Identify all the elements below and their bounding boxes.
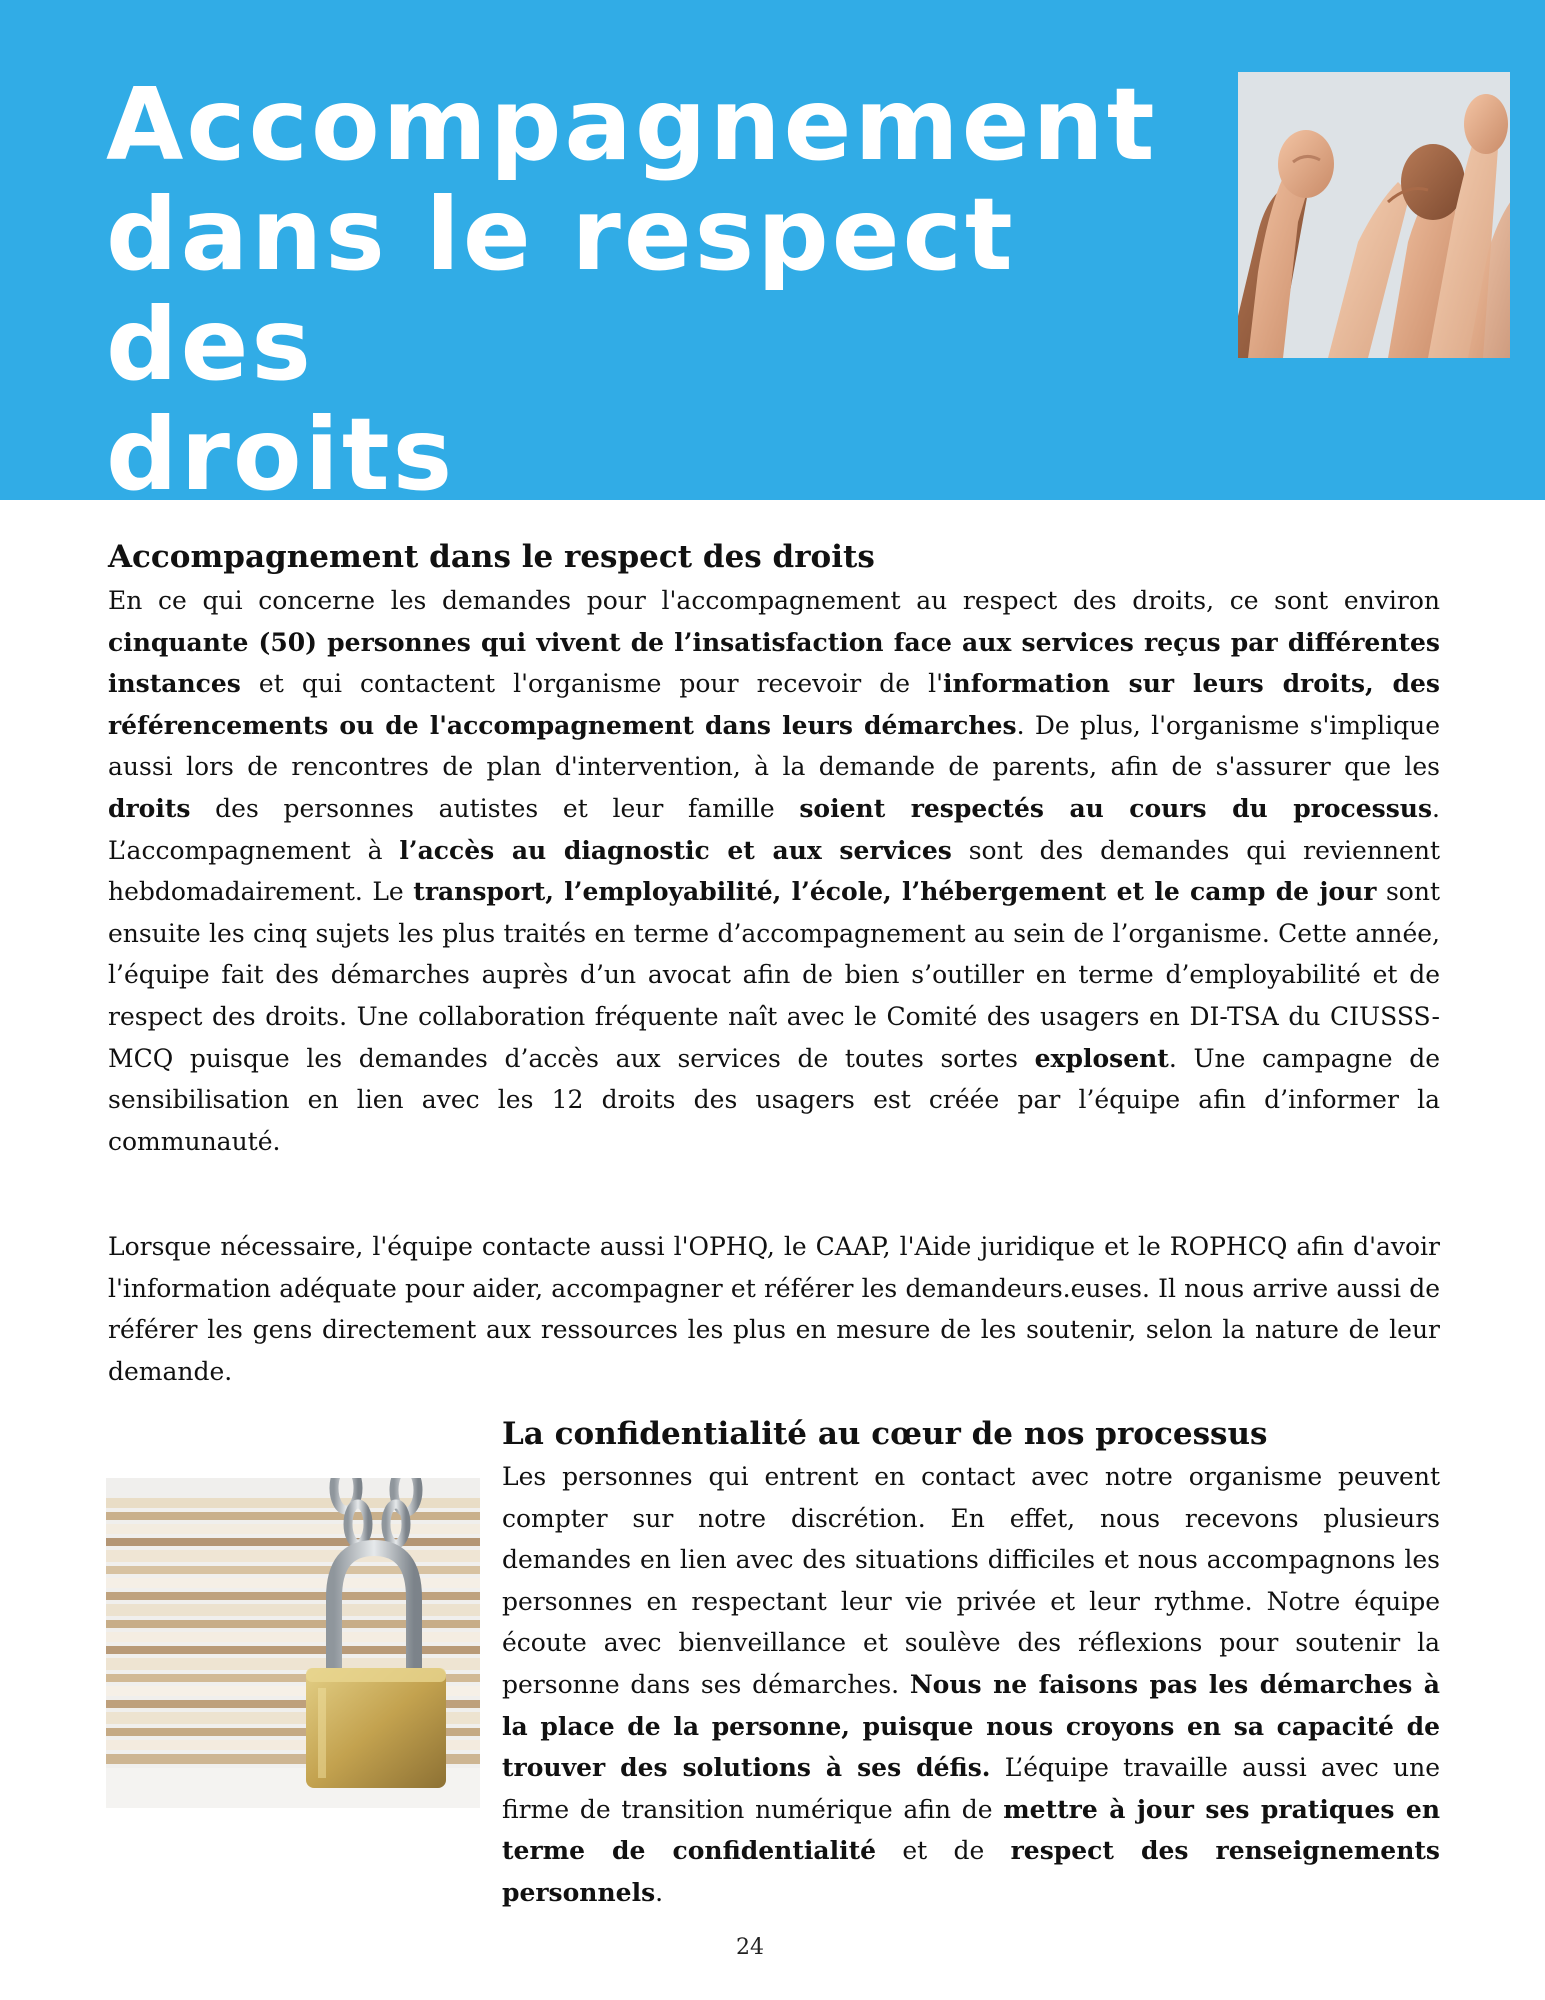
bold-text-run: explosent [1034,1043,1169,1073]
section-title-rights: Accompagnement dans le respect des droits [108,539,875,575]
page-title-line-1: Accompagnement [106,66,1158,183]
padlock-files-photo [106,1478,480,1808]
text-run: . L’accompagnement à [108,793,1440,865]
page-title [106,66,1246,513]
page-number: 24 [736,1935,764,1960]
confidentiality-paragraph [502,1456,1440,1914]
bold-text-run: droits [108,793,191,823]
bold-text-run: Nous ne faisons pas les démarches à la place de la personne, puisque nous croyons en sa capacité de trouver des solutions à ses défis. [502,1669,1440,1783]
page-title-line-2: dans le respect des [106,176,1016,403]
bold-text-run: mettre à jour ses pratiques en terme de confidentialité [502,1794,1440,1866]
text-run: . [655,1877,664,1907]
header-banner [0,0,1545,513]
bold-text-run: soient respectés au cours du processus [799,793,1433,823]
text-run: sont ensuite les cinq sujets les plus traités en terme d’accompagnement au sein de l’organisme. Cette année, l’équipe fait des démarches auprès d’un avocat afin de bien s’outiller en terme d’employabilité et de respect des droits. Une collaboration fréquente naît avec le Comité des usagers en DI-TSA du CIUSSS-MCQ puisque les demandes d’accès aux services de toutes sortes [108,877,1440,1073]
text-run: et qui contactent l'organisme pour recevoir de l' [240,669,944,699]
page-title-line-3: droits [106,396,456,513]
text-run: Lorsque nécessaire, l'équipe contacte aussi l'OPHQ, le CAAP, l'Aide juridique et le ROPHCQ afin d'avoir l'information adéquate pour aider, accompagner et référer les demandeurs.euses. Il nous arrive aussi de référer les gens directement aux ressources les plus en mesure de les soutenir, selon la nature de leur demande. [108,1232,1440,1386]
text-run: . Une campagne de sensibilisation en lien avec les 12 droits des usagers est créée par l’équipe afin d’informer la communauté. [108,1043,1440,1156]
text-run: sont des demandes qui reviennent hebdomadairement. Le [108,835,1440,907]
text-run: et de [876,1836,1011,1866]
rights-paragraph-1 [108,580,1440,1162]
raised-hands-photo [1238,72,1510,358]
text-run: des personnes autistes et leur famille [190,793,800,823]
bold-text-run: l’accès au diagnostic et aux services [399,835,952,865]
section-title-confidentiality: La confidentialité au cœur de nos processus [502,1416,1268,1452]
bold-text-run: cinquante (50) personnes qui vivent de l’insatisfaction face aux services reçus par différentes instances [108,627,1440,699]
text-run: L’équipe travaille aussi avec une firme de transition numérique afin de [502,1753,1440,1824]
text-run: . De plus, l'organisme s'implique aussi lors de rencontres de plan d'intervention, à la demande de parents, afin de s'assurer que les [108,710,1441,782]
bold-text-run: information sur leurs droits, des référencements ou de l'accompagnement dans leurs démarches [108,669,1440,740]
bold-text-run: respect des renseignements personnels [502,1836,1440,1907]
text-run: En ce qui concerne les demandes pour l'accompagnement au respect des droits, ce sont environ [108,586,1440,615]
text-run: Les personnes qui entrent en contact avec notre organisme peuvent compter sur notre discrétion. En effet, nous recevons plusieurs demandes en lien avec des situations difficiles et nous accompagnons les personnes en respectant leur vie privée et leur rythme. Notre équipe écoute avec bienveillance et soulève des réflexions pour soutenir la personne dans ses démarches. [502,1462,1440,1699]
rights-paragraph-2 [108,1226,1440,1392]
bold-text-run: transport, l’employabilité, l’école, l’hébergement et le camp de jour [413,877,1377,907]
